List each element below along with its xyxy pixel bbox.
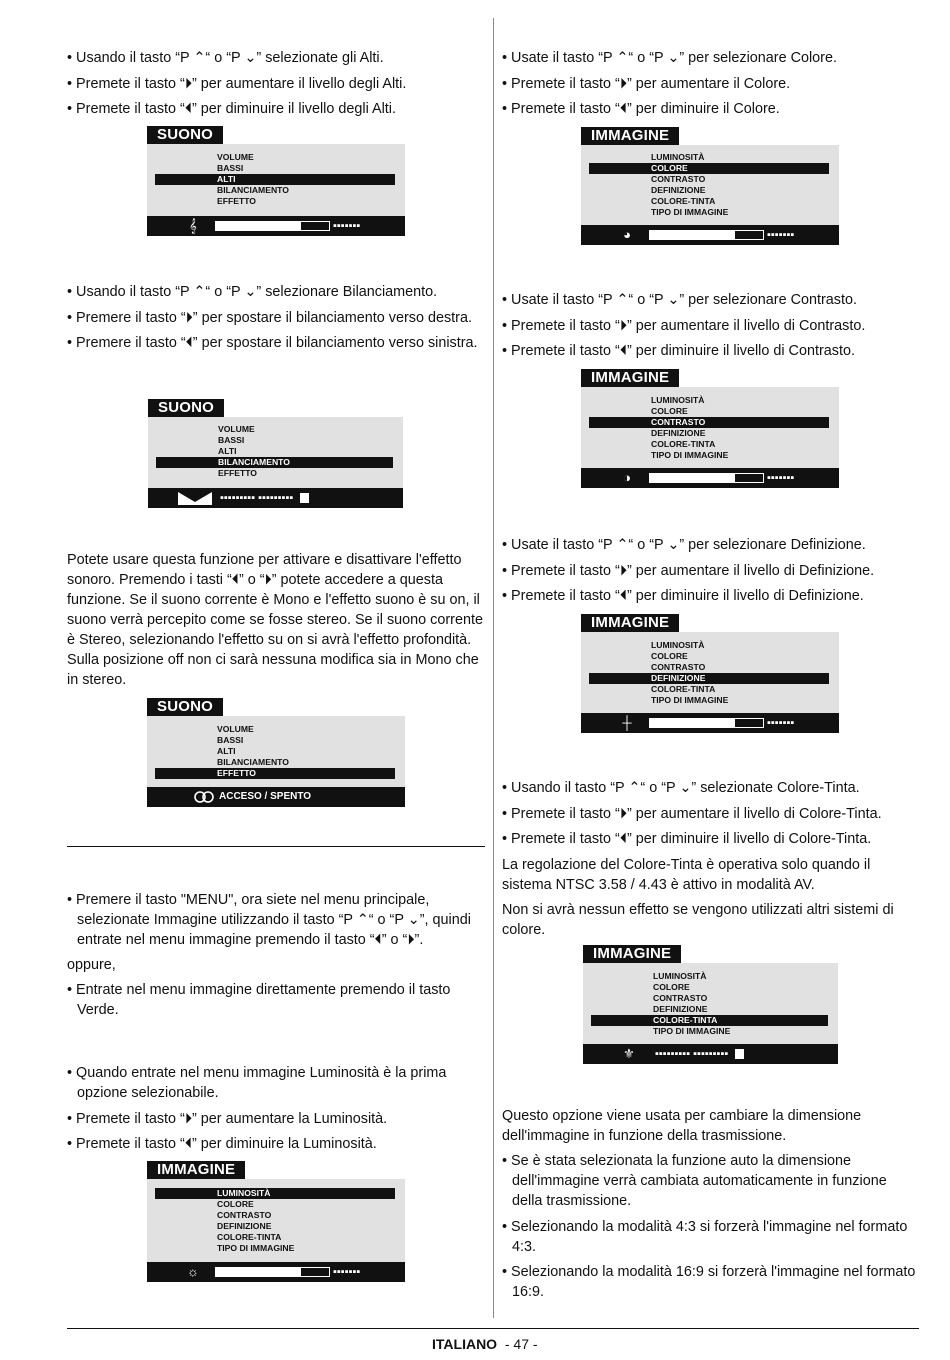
list-item: • Usando il tasto “P ⌃“ o “P ⌄” selezionate gli Alti.	[67, 48, 485, 68]
osd-panel	[147, 1179, 405, 1262]
osd-item-tipo-immagine: TIPO DI IMMAGINE	[651, 207, 729, 217]
list-item: • Premete il tasto “⏴” per diminuire il livello di Definizione.	[502, 586, 920, 606]
level-dots: ▪▪▪▪▪▪▪	[333, 220, 361, 232]
effetto-description	[67, 550, 485, 695]
list-item: • Quando entrate nel menu immagine Luminosità è la prima opzione selezionabile.	[67, 1063, 485, 1103]
section-rule	[67, 846, 485, 847]
tint-dots: ▪▪▪▪▪▪▪▪▪ ▪▪▪▪▪▪▪▪▪	[655, 1048, 729, 1060]
osd-level-bar	[581, 713, 839, 733]
footer-rule	[67, 1328, 919, 1329]
level-fill-inner	[216, 1268, 301, 1276]
level-fill-inner	[216, 222, 301, 230]
osd-item-volume: VOLUME	[217, 152, 254, 162]
level-fill	[649, 230, 764, 240]
level-dots: ▪▪▪▪▪▪▪	[767, 229, 795, 241]
osd-panel	[148, 417, 403, 488]
osd-item-tipo-immagine: TIPO DI IMMAGINE	[651, 695, 729, 705]
osd-item-contrasto-selected: CONTRASTO	[589, 417, 829, 428]
list-item: • Premete il tasto “⏴” per diminuire il livello di Colore-Tinta.	[502, 829, 920, 849]
suono-menu-bilanciamento	[148, 399, 403, 508]
osd-item-definizione-selected: DEFINIZIONE	[589, 673, 829, 684]
osd-item-luminosita: LUMINOSITÀ	[651, 640, 705, 650]
level-fill	[649, 718, 764, 728]
paragraph: La regolazione del Colore-Tinta è operativa solo quando il sistema NTSC 3.58 / 4.43 è attivo in modalità AV.	[502, 856, 871, 893]
osd-item-definizione: DEFINIZIONE	[653, 1004, 708, 1014]
immagine-menu-luminosita	[147, 1161, 405, 1282]
contrasto-instructions	[502, 290, 920, 367]
list-item: • Usate il tasto “P ⌃“ o “P ⌄” per selezionare Definizione.	[502, 535, 920, 555]
level-dots: ▪▪▪▪▪▪▪	[333, 1266, 361, 1278]
osd-item-bilanciamento: BILANCIAMENTO	[217, 757, 289, 767]
osd-item-alti: ALTI	[218, 446, 237, 456]
list-item: • Entrate nel menu immagine direttamente premendo il tasto Verde.	[67, 980, 485, 1020]
paragraph: Questo opzione viene usata per cambiare la dimensione dell'immagine in funzione della trasmissione.	[502, 1108, 862, 1144]
osd-item-tipo-immagine: TIPO DI IMMAGINE	[217, 1243, 295, 1253]
osd-balance-bar	[148, 488, 403, 508]
osd-item-definizione: DEFINIZIONE	[651, 185, 706, 195]
level-fill-inner	[650, 474, 735, 482]
balance-dots: ▪▪▪▪▪▪▪▪▪ ▪▪▪▪▪▪▪▪▪	[220, 492, 294, 504]
immagine-menu-contrasto	[581, 369, 839, 488]
osd-item-contrasto: CONTRASTO	[651, 174, 706, 184]
balance-marker	[300, 493, 309, 503]
osd-item-effetto-selected: EFFETTO	[155, 768, 395, 779]
balance-icon	[178, 490, 212, 506]
osd-item-colore: COLORE	[651, 406, 688, 416]
list-item: • Premete il tasto “⏵” per aumentare il Colore.	[502, 74, 920, 94]
column-divider	[493, 18, 494, 1318]
immagine-menu-colore	[581, 127, 839, 245]
list-item: • Premete il tasto “⏵” per aumentare il livello degli Alti.	[67, 74, 485, 94]
treble-clef-icon: 𝄞	[189, 218, 197, 233]
osd-title: IMMAGINE	[147, 1161, 245, 1179]
osd-item-contrasto: CONTRASTO	[217, 1210, 272, 1220]
osd-item-contrasto: CONTRASTO	[653, 993, 708, 1003]
osd-title: IMMAGINE	[581, 127, 679, 145]
tint-marker	[735, 1049, 744, 1059]
osd-item-tipo-immagine: TIPO DI IMMAGINE	[651, 450, 729, 460]
list-item: • Premete il tasto “⏵” per aumentare il livello di Colore-Tinta.	[502, 804, 920, 824]
osd-tint-bar	[583, 1044, 838, 1064]
osd-item-colore: COLORE	[653, 982, 690, 992]
osd-item-colore: COLORE	[651, 651, 688, 661]
list-item: • Premere il tasto "MENU", ora siete nel menu principale, selezionate Immagine utilizzando il tasto “P ⌃“ o “P ⌄”, quindi entrate nel menu immagine premendo il tasto “⏴” o “⏵”.	[67, 890, 485, 950]
paragraph: Non si avrà nessun effetto se vengono utilizzati altri sistemi di colore.	[502, 901, 894, 938]
level-dots: ▪▪▪▪▪▪▪	[767, 472, 795, 484]
osd-item-effetto: EFFETTO	[218, 468, 257, 478]
osd-item-bassi: BASSI	[217, 735, 244, 745]
level-fill	[215, 221, 330, 231]
list-item: • Premere il tasto “⏴” per spostare il bilanciamento verso sinistra.	[67, 333, 485, 353]
osd-title: IMMAGINE	[581, 614, 679, 632]
osd-item-alti: ALTI	[217, 746, 236, 756]
balance-icon-svg	[178, 490, 212, 506]
osd-title: SUONO	[147, 698, 223, 716]
osd-panel	[147, 144, 405, 216]
page-number: - 47 -	[497, 1336, 538, 1352]
immagine-menu-colore-tinta	[583, 945, 838, 1064]
level-fill-inner	[650, 719, 735, 727]
list-item: • Premete il tasto “⏵” per aumentare il livello di Definizione.	[502, 561, 920, 581]
osd-level-bar	[581, 468, 839, 488]
osd-item-colore-tinta-selected: COLORE-TINTA	[591, 1015, 828, 1026]
list-item: • Usando il tasto “P ⌃“ o “P ⌄” selezionare Bilanciamento.	[67, 282, 485, 302]
osd-item-luminosita: LUMINOSITÀ	[651, 152, 705, 162]
osd-item-alti-selected: ALTI	[155, 174, 395, 185]
list-item: • Premete il tasto “⏵” per aumentare la Luminosità.	[67, 1109, 485, 1129]
colore-tinta-instructions	[502, 778, 920, 945]
level-fill	[215, 1267, 330, 1277]
osd-item-colore-tinta: COLORE-TINTA	[217, 1232, 282, 1242]
effetto-value: ACCESO / SPENTO	[219, 791, 312, 802]
list-item: • Se è stata selezionata la funzione auto la dimensione dell'immagine verrà cambiata automaticamente in funzione della trasmissione.	[502, 1151, 920, 1211]
page-footer	[432, 1336, 538, 1352]
osd-level-bar	[147, 216, 405, 236]
paragraph: Potete usare questa funzione per attivare e disattivare l'effetto sonoro. Premendo i tasti “⏴” o “⏵” potete accedere a questa funzione. Se il suono corrente è Mono e l'effetto suono è su on, il suono verrà percepito come se fosse stereo. Se il suono corrente è Stereo, selezionando l'effetto su on si avrà l'effetto profondità. Sulla posizione off non ci sarà nessuna modifica sia in Mono che in stereo.	[67, 552, 483, 688]
luminosita-instructions	[67, 1063, 485, 1160]
osd-item-volume: VOLUME	[218, 424, 255, 434]
colore-instructions	[502, 48, 920, 125]
suono-menu-alti	[147, 126, 405, 236]
osd-title: IMMAGINE	[583, 945, 681, 963]
osd-item-effetto: EFFETTO	[217, 196, 256, 206]
osd-item-definizione: DEFINIZIONE	[217, 1221, 272, 1231]
color-palette-icon: ◕	[623, 227, 631, 242]
osd-item-bassi: BASSI	[218, 435, 245, 445]
suono-menu-effetto	[147, 698, 405, 807]
paragraph: oppure,	[67, 956, 116, 973]
list-item: • Premete il tasto “⏵” per aumentare il livello di Contrasto.	[502, 316, 920, 336]
alti-instructions	[67, 48, 485, 125]
contrast-icon: ◑	[623, 470, 631, 485]
bilanciamento-instructions	[67, 282, 485, 359]
osd-item-bilanciamento: BILANCIAMENTO	[217, 185, 289, 195]
list-item: • Premete il tasto “⏴” per diminuire il Colore.	[502, 99, 920, 119]
level-dots: ▪▪▪▪▪▪▪	[767, 717, 795, 729]
definizione-instructions	[502, 535, 920, 612]
tipo-immagine-instructions	[502, 1106, 920, 1308]
osd-item-volume: VOLUME	[217, 724, 254, 734]
list-item: • Usando il tasto “P ⌃“ o “P ⌄” selezionate Colore-Tinta.	[502, 778, 920, 798]
footer-language: ITALIANO	[432, 1336, 498, 1352]
list-item: • Usate il tasto “P ⌃“ o “P ⌄” per selezionare Contrasto.	[502, 290, 920, 310]
osd-item-luminosita: LUMINOSITÀ	[653, 971, 707, 981]
osd-item-colore-tinta: COLORE-TINTA	[651, 439, 716, 449]
osd-item-tipo-immagine: TIPO DI IMMAGINE	[653, 1026, 731, 1036]
osd-title: IMMAGINE	[581, 369, 679, 387]
surround-icon	[193, 789, 215, 805]
osd-item-colore-tinta: COLORE-TINTA	[651, 684, 716, 694]
list-item: • Premere il tasto “⏵” per spostare il bilanciamento verso destra.	[67, 308, 485, 328]
osd-item-luminosita-selected: LUMINOSITÀ	[155, 1188, 395, 1199]
list-item: • Premete il tasto “⏴” per diminuire il livello di Contrasto.	[502, 341, 920, 361]
immagine-menu-definizione	[581, 614, 839, 733]
list-item: • Selezionando la modalità 4:3 si forzerà l'immagine nel formato 4:3.	[502, 1217, 920, 1257]
osd-panel	[583, 963, 838, 1044]
level-fill	[649, 473, 764, 483]
list-item: • Selezionando la modalità 16:9 si forzerà l'immagine nel formato 16:9.	[502, 1262, 920, 1302]
sharpness-icon: ┼	[622, 715, 632, 730]
osd-panel	[581, 632, 839, 713]
osd-title: SUONO	[148, 399, 224, 417]
sun-icon: ☼	[187, 1264, 199, 1279]
osd-item-bassi: BASSI	[217, 163, 244, 173]
osd-panel	[581, 145, 839, 225]
osd-panel	[147, 716, 405, 787]
osd-item-definizione: DEFINIZIONE	[651, 428, 706, 438]
osd-item-colore-tinta: COLORE-TINTA	[651, 196, 716, 206]
osd-title: SUONO	[147, 126, 223, 144]
osd-level-bar	[581, 225, 839, 245]
immagine-menu-instructions	[67, 890, 485, 1025]
list-item: • Usate il tasto “P ⌃“ o “P ⌄” per selezionare Colore.	[502, 48, 920, 68]
level-fill-inner	[650, 231, 735, 239]
osd-item-colore-selected: COLORE	[589, 163, 829, 174]
osd-level-bar	[147, 1262, 405, 1282]
osd-panel	[581, 387, 839, 468]
osd-item-colore: COLORE	[217, 1199, 254, 1209]
osd-item-bilanciamento-selected: BILANCIAMENTO	[156, 457, 393, 468]
tint-icon: ⚜	[623, 1046, 635, 1061]
osd-item-contrasto: CONTRASTO	[651, 662, 706, 672]
list-item: • Premete il tasto “⏴” per diminuire il livello degli Alti.	[67, 99, 485, 119]
osd-effetto-bar	[147, 787, 405, 807]
surround-icon-svg	[193, 789, 215, 805]
osd-item-luminosita: LUMINOSITÀ	[651, 395, 705, 405]
list-item: • Premete il tasto “⏴” per diminuire la Luminosità.	[67, 1134, 485, 1154]
